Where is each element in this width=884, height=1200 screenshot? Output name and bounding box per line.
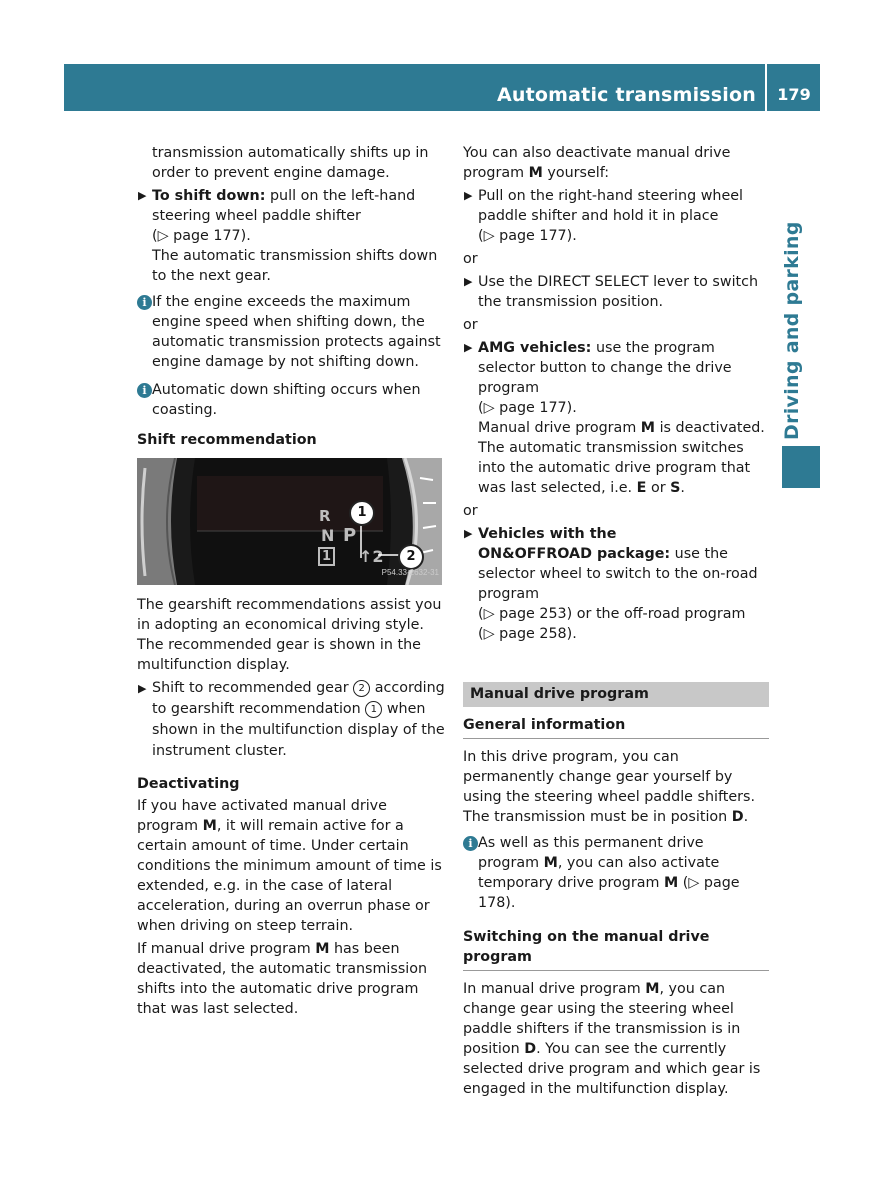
info-note: i If the engine exceeds the maximum engine speed when shifting down, the automatic transmission protects against engine damage by not shifting down.	[137, 292, 445, 372]
gear-indicator-n: N	[321, 526, 335, 545]
paragraph: In manual drive program M, you can change gear using the steering wheel paddle shifters if the transmission is in position D. You can see the currently selected drive program and which gear is engaged in the multifunction display.	[463, 981, 761, 1097]
bullet-arrow-icon: ▶	[464, 341, 473, 354]
bullet-shift-down: ▶ To shift down: pull on the left-hand steering wheel paddle shifter (▷ page 177). The automatic transmission shifts down to the next gear.	[138, 188, 438, 284]
paragraph-continued: transmission automatically shifts up in order to prevent engine damage.	[152, 145, 429, 181]
or-separator: or	[463, 503, 478, 519]
page-reference: (▷ page 258).	[478, 626, 577, 642]
section-box-heading: Manual drive program	[463, 682, 769, 707]
header-title: Automatic transmission	[497, 84, 756, 106]
callout-ref-2: 2	[353, 680, 370, 697]
paragraph: If manual drive program M has been deactivated, the automatic transmission shifts into the automatic drive program that was last selected.	[137, 941, 428, 1017]
section-heading: Shift recommendation	[137, 432, 317, 448]
callout-2: 2	[398, 544, 424, 570]
subsection-heading: Switching on the manual drive program	[463, 927, 769, 971]
left-column	[137, 143, 445, 1022]
page-reference: (▷ page 177).	[152, 228, 251, 244]
info-icon: i	[137, 295, 152, 310]
gear-box-indicator: 1	[318, 547, 335, 566]
info-icon: i	[137, 383, 152, 398]
subsection-heading: General information	[463, 715, 769, 739]
recommended-gear-indicator: ↑2	[359, 547, 384, 566]
callout-1: 1	[349, 500, 375, 526]
paragraph: If you have activated manual drive program M, it will remain active for a certain amount of time. Under certain conditions the minimum amount of time is extended, e.g. in the case of lateral acceleration, during an overrun phase or when driving on steep terrain.	[137, 798, 442, 934]
bullet-arrow-icon: ▶	[464, 527, 473, 540]
paragraph: You can also deactivate manual drive program M yourself:	[463, 145, 731, 181]
gear-indicator-r: R	[319, 507, 331, 525]
section-heading: Deactivating	[137, 776, 240, 792]
bullet-arrow-icon: ▶	[138, 189, 147, 202]
bullet-onoffroad: ▶ Vehicles with the ON&OFFROAD package: use the selector wheel to switch to the on-road program (▷ page 253) or the off-road program (▷ page 258).	[464, 526, 758, 642]
bullet-arrow-icon: ▶	[464, 275, 473, 288]
bullet-amg: ▶ AMG vehicles: use the program selector button to change the drive program (▷ page 177). Manual drive program M is deactivated. The automatic transmission switches into the automatic drive program that was last selected, i.e. E or S.	[464, 340, 765, 496]
or-separator: or	[463, 317, 478, 333]
header-divider	[765, 64, 767, 111]
or-separator: or	[463, 251, 478, 267]
bullet-paddle: ▶ Pull on the right-hand steering wheel paddle shifter and hold it in place (▷ page 177).	[464, 188, 744, 244]
bullet-arrow-icon: ▶	[464, 189, 473, 202]
right-column	[463, 143, 769, 1102]
info-note: i Automatic down shifting occurs when coasting.	[137, 380, 445, 420]
page-header	[64, 64, 820, 111]
instrument-cluster-figure	[137, 458, 442, 585]
side-tab-label: Driving and parking	[781, 221, 803, 440]
callout-ref-1: 1	[365, 701, 382, 718]
bullet-result: The automatic transmission shifts down to the next gear.	[152, 248, 438, 284]
paragraph: In this drive program, you can permanently change gear yourself by using the steering wheel paddle shifters. The transmission must be in position D.	[463, 749, 756, 825]
info-icon: i	[463, 836, 478, 851]
page-reference: (▷ page 177).	[478, 400, 577, 416]
bullet-label: To shift down:	[152, 188, 266, 204]
gear-indicator-p: P	[343, 525, 357, 546]
page-reference: (▷ page 253) or the off-road program	[478, 606, 746, 622]
info-note: i As well as this permanent drive program M, you can also activate temporary drive program M (▷ page 178).	[463, 833, 769, 913]
page-number: 179	[777, 85, 811, 104]
bullet-arrow-icon: ▶	[138, 682, 147, 695]
bullet-direct-select: ▶ Use the DIRECT SELECT lever to switch the transmission position.	[464, 274, 759, 310]
side-tab-marker	[782, 446, 820, 488]
bullet-recommended-gear: ▶ Shift to recommended gear 2 according to gearshift recommendation 1 when shown in the multifunction display of the instrument cluster.	[138, 680, 445, 759]
paragraph: The gearshift recommendations assist you in adopting an economical driving style. The recommended gear is shown in the multifunction display.	[137, 597, 442, 673]
page-reference: (▷ page 177).	[478, 228, 577, 244]
figure-code: P54.33-2632-31	[381, 568, 439, 577]
